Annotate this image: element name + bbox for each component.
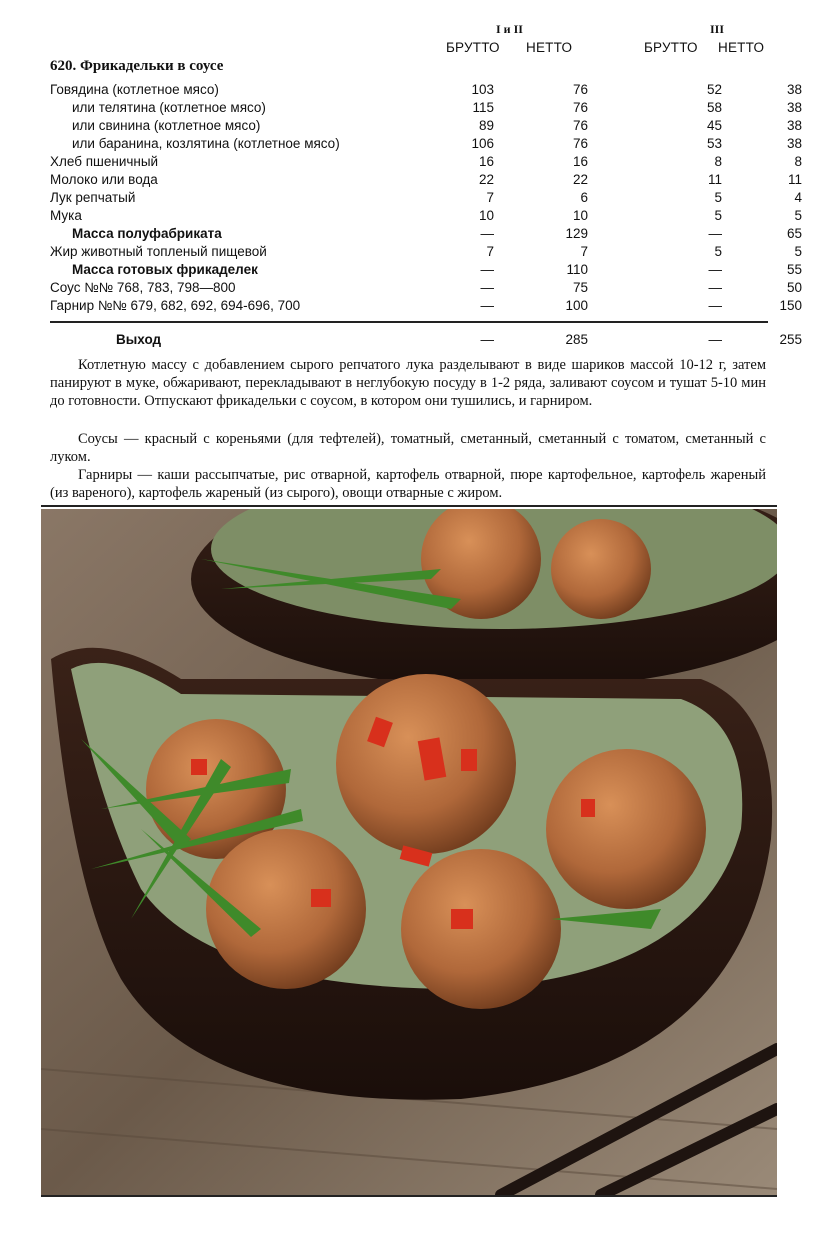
quantity-cell: 110 — [566, 262, 588, 277]
output-label: Выход — [116, 332, 162, 347]
output-row — [50, 332, 802, 350]
quantity-cell: 55 — [786, 262, 802, 277]
ingredient-name: Молоко или вода — [50, 172, 158, 187]
quantity-cell: 5 — [794, 244, 802, 259]
quantity-cell: 5 — [714, 244, 722, 259]
quantity-cell: 106 — [471, 136, 494, 151]
quantity-cell: 76 — [572, 82, 588, 97]
quantity-cell: 38 — [786, 82, 802, 97]
quantity-cell: 5 — [714, 190, 722, 205]
quantity-cell: 45 — [706, 118, 722, 133]
photo-top-rule — [41, 505, 777, 507]
ingredient-row — [50, 136, 802, 154]
ingredient-row — [50, 154, 802, 172]
garnish-paragraph: Гарниры — каши рассыпчатые, рис отварной, картофель отварной, пюре картофельное, картофель жареный (из вареного), картофель жареный (из сырого), овощи отварные с жиром. — [50, 467, 766, 501]
col-header-netto-3: НЕТТО — [718, 40, 765, 55]
ingredient-name: или телятина (котлетное мясо) — [72, 100, 266, 115]
quantity-cell: 75 — [572, 280, 588, 295]
ingredient-row — [50, 100, 802, 118]
recipe-title: 620. Фрикадельки в соусе — [50, 58, 224, 74]
quantity-cell: 11 — [787, 172, 802, 187]
col-header-brutto-1: БРУТТО — [446, 40, 500, 55]
quantity-cell: 89 — [478, 118, 494, 133]
ingredient-row — [50, 82, 802, 100]
quantity-cell: 58 — [706, 100, 722, 115]
ingredient-row — [50, 262, 802, 280]
quantity-cell: 16 — [572, 154, 588, 169]
quantity-cell: 22 — [478, 172, 494, 187]
quantity-cell: 50 — [786, 280, 802, 295]
sauces-paragraph: Соусы — красный с кореньями (для тефтелей), томатный, сметанный, сметанный с томатом, сметанный с луком. — [50, 431, 766, 465]
meatballs-in-bowl-illustration — [41, 509, 777, 1195]
quantity-cell: — — [480, 226, 494, 241]
quantity-cell: 38 — [786, 118, 802, 133]
ingredient-row — [50, 118, 802, 136]
ingredient-name: Гарнир №№ 679, 682, 692, 694-696, 700 — [50, 298, 301, 313]
group-header-3: III — [710, 22, 725, 36]
quantity-cell: 103 — [471, 82, 494, 97]
photo-bottom-rule — [41, 1195, 777, 1197]
ingredient-row — [50, 226, 802, 244]
group-header-1-2: I и II — [496, 22, 523, 36]
quantity-cell: 53 — [706, 136, 722, 151]
ingredient-row — [50, 208, 802, 226]
ingredient-name: или баранина, козлятина (котлетное мясо) — [72, 136, 340, 151]
output-value: 255 — [779, 332, 802, 347]
ingredient-row — [50, 298, 802, 316]
quantity-cell: 76 — [572, 118, 588, 133]
quantity-cell: 100 — [565, 298, 588, 313]
quantity-cell: 6 — [580, 190, 588, 205]
col-header-brutto-3: БРУТТО — [644, 40, 698, 55]
ingredient-name: Хлеб пшеничный — [50, 154, 159, 169]
quantity-cell: 10 — [478, 208, 494, 223]
quantity-cell: — — [480, 262, 494, 277]
ingredient-name: Говядина (котлетное мясо) — [50, 82, 219, 97]
quantity-cell: — — [708, 226, 722, 241]
ingredient-name: Мука — [50, 208, 82, 223]
quantity-cell: — — [708, 262, 722, 277]
quantity-cell: 8 — [794, 154, 802, 169]
quantity-cell: 7 — [486, 190, 494, 205]
meatballs-photo — [41, 509, 777, 1195]
quantity-cell: 11 — [707, 172, 722, 187]
quantity-cell: 7 — [486, 244, 494, 259]
quantity-cell: 5 — [714, 208, 722, 223]
quantity-cell: 4 — [794, 190, 802, 205]
quantity-cell: 65 — [786, 226, 802, 241]
quantity-cell: 22 — [572, 172, 588, 187]
ingredient-name: или свинина (котлетное мясо) — [72, 118, 261, 133]
instruction-paragraph: Котлетную массу с добавлением сырого репчатого лука разделывают в виде шариков массой 10-12 г, затем панируют в муке, обжаривают, перекладывают в неглубокую посуду в 1-2 ряда, заливают соусом и тушат 5-10 мин до готовности. Отпускают фрикадельки с соусом, в котором они тушились, и гарниром. — [50, 357, 766, 409]
quantity-cell: 38 — [786, 136, 802, 151]
ingredient-name: Лук репчатый — [50, 190, 136, 205]
output-value: 285 — [565, 332, 588, 347]
ingredient-row — [50, 244, 802, 262]
quantity-cell: 8 — [714, 154, 722, 169]
output-value: — — [708, 332, 722, 347]
col-header-netto-1: НЕТТО — [526, 40, 573, 55]
quantity-cell: 129 — [565, 226, 588, 241]
ingredient-name: Масса полуфабриката — [72, 226, 222, 241]
quantity-cell: — — [480, 280, 494, 295]
ingredient-name: Жир животный топленый пищевой — [50, 244, 267, 259]
quantity-cell: 7 — [580, 244, 588, 259]
quantity-cell: 76 — [572, 136, 588, 151]
quantity-cell: — — [708, 298, 722, 313]
ingredient-name: Масса готовых фрикаделек — [72, 262, 258, 277]
ingredient-name: Соус №№ 768, 783, 798—800 — [50, 280, 236, 295]
quantity-cell: — — [708, 280, 722, 295]
output-value: — — [480, 332, 494, 347]
quantity-cell: 10 — [572, 208, 588, 223]
quantity-cell: 5 — [794, 208, 802, 223]
table-divider — [50, 321, 768, 323]
quantity-cell: 38 — [786, 100, 802, 115]
ingredient-row — [50, 190, 802, 208]
quantity-cell: 52 — [706, 82, 722, 97]
quantity-cell: — — [480, 298, 494, 313]
ingredient-row — [50, 172, 802, 190]
quantity-cell: 76 — [572, 100, 588, 115]
quantity-cell: 115 — [472, 100, 494, 115]
ingredient-row — [50, 280, 802, 298]
quantity-cell: 16 — [478, 154, 494, 169]
quantity-cell: 150 — [779, 298, 802, 313]
